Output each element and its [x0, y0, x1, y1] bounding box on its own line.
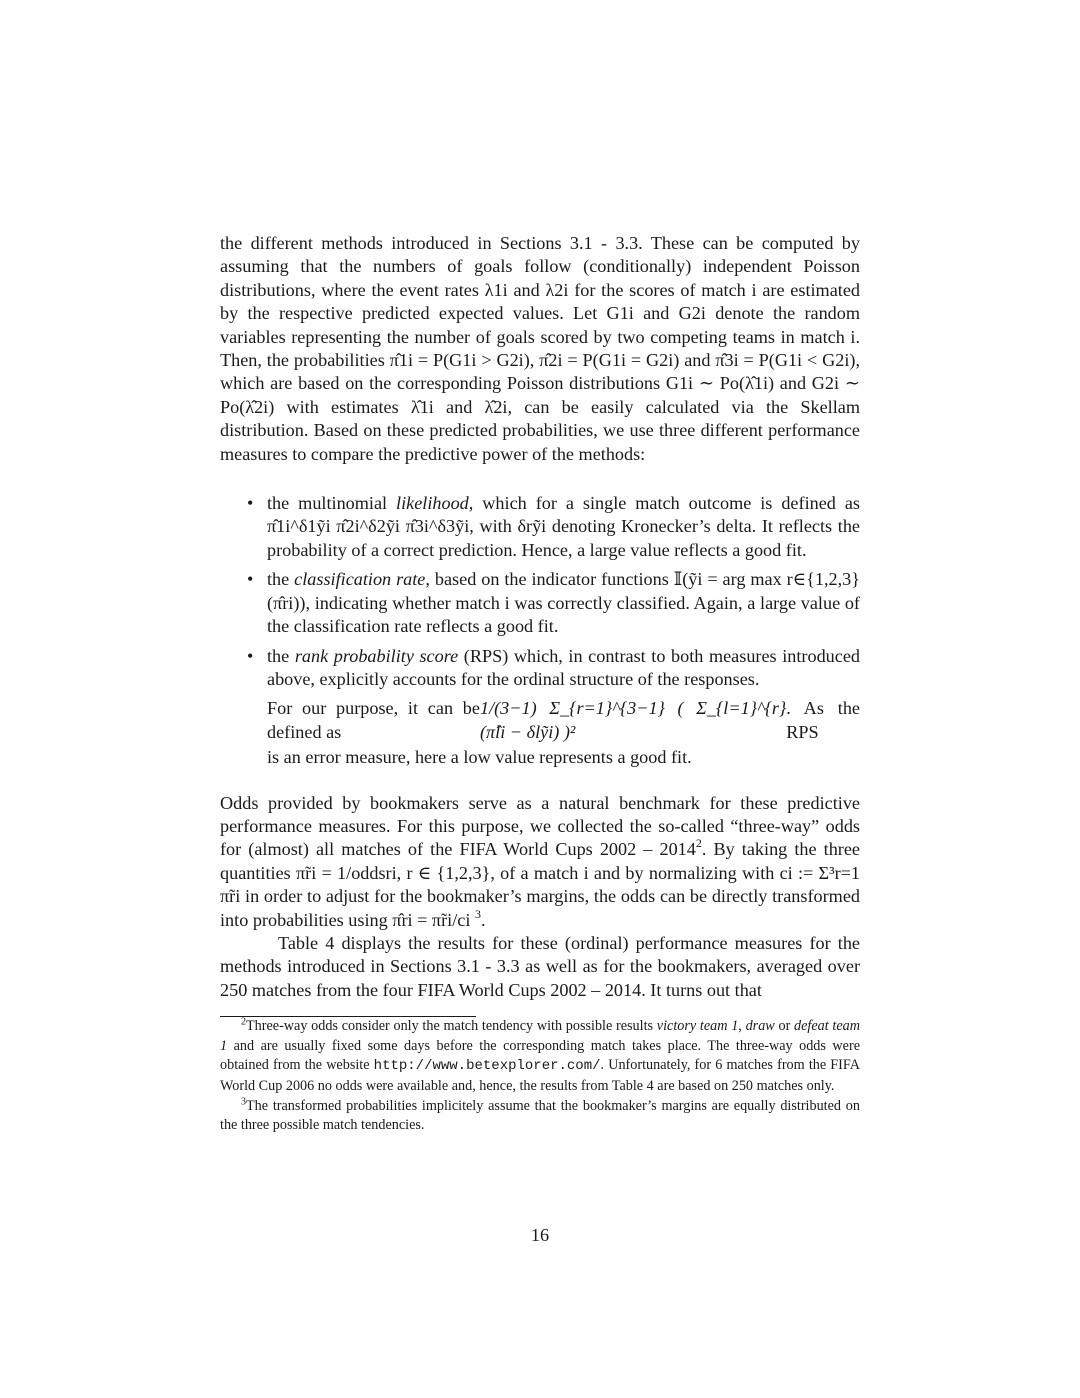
footnote-mark-2: 2 — [695, 836, 702, 851]
footnote-2-italic: draw — [745, 1018, 775, 1035]
rps-term: rank probability score — [294, 645, 459, 666]
likelihood-lead: the multinomial — [267, 493, 397, 514]
odds-text: Odds provided by bookmakers serve as a natural benchmark for these predictive performance measures. For this purpose, we collected the so-called “three-way” odds for (almost) all matches of the FIFA World Cups 2002 – 2014 — [220, 792, 860, 860]
odds-text-rest: . By taking the three quantities π̃ri = 1/oddsri, r ∈ {1,2,3}, of a match i and by normalizing with ci := Σ³r=1 π̃ri in order to adjust for the bookmaker’s margins, the odds can be directly transformed into probabilities using π̂ri = π̃ri/ci — [220, 839, 860, 930]
classification-text: , based on the indicator functions 𝕀(ỹi = arg max r∈{1,2,3} (π̂ri)), indicating whether match i was correctly classified. Again, a large value of the classification rate reflects a good fit. — [267, 569, 860, 637]
footnotes — [220, 1017, 860, 1136]
footnote-2-url[interactable]: http://www.betexplorer.com/ — [373, 1058, 601, 1075]
paragraph-bookmaker-odds — [220, 792, 860, 932]
footnote-2 — [220, 1017, 860, 1096]
footnote-2-text: and are usually fixed some days before the corresponding match takes place. The three-way odds were obtained from the website — [220, 1037, 860, 1074]
footnote-2-italic: defeat team 1 — [220, 1018, 861, 1054]
classification-lead: the — [267, 569, 295, 590]
footnote-3 — [220, 1097, 860, 1136]
bullet-icon: • — [247, 569, 254, 590]
paragraph-poisson-methods: the different methods introduced in Sections 3.1 - 3.3. These can be computed by assuming that the numbers of goals follow (conditionally) independent Poisson distributions, where the event rates λ1i and λ2i for the scores of match i are estimated by the respective predicted expected values. Let G1i and G2i denote the random variables representing the number of goals scored by two competing teams in match i. Then, the probabilities π̂1i = P(G1i > G2i), π̂2i = P(G1i = G2i) and π̂3i = P(G1i < G2i), which are based on the corresponding Poisson distributions G1i ∼ Po(λ̂1i) and G2i ∼ Po(λ̂2i) with estimates λ̂1i and λ̂2i, can be easily calculated via the Skellam distribution. Based on these predicted probabilities, we use three different performance measures to compare the predictive power of the methods: — [220, 233, 860, 464]
footnote-3-text: The transformed probabilities implicitely assume that the bookmaker’s margins are equally distributed on the three possible match tendencies. — [220, 1097, 860, 1134]
footnote-mark-3: 3 — [474, 906, 481, 921]
page-number: 16 — [530, 1225, 550, 1245]
odds-text-end: . — [480, 909, 486, 930]
footnote-2-text: Three-way odds consider only the match tendency with possible results — [246, 1018, 657, 1035]
rps-formula-tail: . As the RPS — [786, 698, 860, 742]
rps-after: is an error measure, here a low value represents a good fit. — [267, 747, 692, 768]
list-item-rps — [247, 645, 860, 770]
likelihood-term: likelihood — [396, 493, 469, 514]
classification-term: classification rate — [294, 569, 426, 590]
rps-formula-lead: For our purpose, it can be defined as — [267, 698, 480, 742]
footnote-2-text: . Unfortunately, for 6 matches from the FIFA World Cup 2006 no odds were available and, hence, the results from Table 4 are based on 250 matches only. — [220, 1057, 860, 1094]
footnote-2-italic: victory team 1 — [656, 1018, 739, 1035]
rps-formula: 1/(3−1) Σ_{r=1}^{3−1} ( Σ_{l=1}^{r} (π̂li − δlỹi) )² — [479, 698, 787, 742]
bullet-icon: • — [247, 645, 254, 666]
likelihood-text: , which for a single match outcome is defined as π̂1i^δ1ỹi π̂2i^δ2ỹi π̂3i^δ3ỹi, with δrỹi denoting Kronecker’s delta. It reflects the probability of a correct prediction. Hence, a large value reflects a good fit. — [267, 493, 860, 560]
footnote-2-mark: 2 — [241, 1016, 246, 1028]
rps-formula-line — [267, 697, 860, 744]
list-item-likelihood — [247, 492, 860, 562]
footnote-2-text: or — [774, 1018, 795, 1035]
footnote-2-text: , — [738, 1018, 746, 1035]
bullet-icon: • — [247, 493, 254, 514]
paper-page-body — [220, 232, 860, 1136]
footnote-3-mark: 3 — [241, 1095, 246, 1107]
rps-text: (RPS) which, in contrast to both measures introduced above, explicitly accounts for the ordinal structure of the responses. — [267, 645, 860, 689]
list-item-classification-rate — [247, 568, 860, 638]
paragraph-table4: Table 4 displays the results for these (ordinal) performance measures for the methods introduced in Sections 3.1 - 3.3 as well as for the bookmakers, averaged over 250 matches from the four FIFA World Cups 2002 – 2014. It turns out that — [220, 932, 860, 1000]
performance-measures-list — [220, 492, 860, 769]
rps-lead: the — [267, 645, 295, 666]
